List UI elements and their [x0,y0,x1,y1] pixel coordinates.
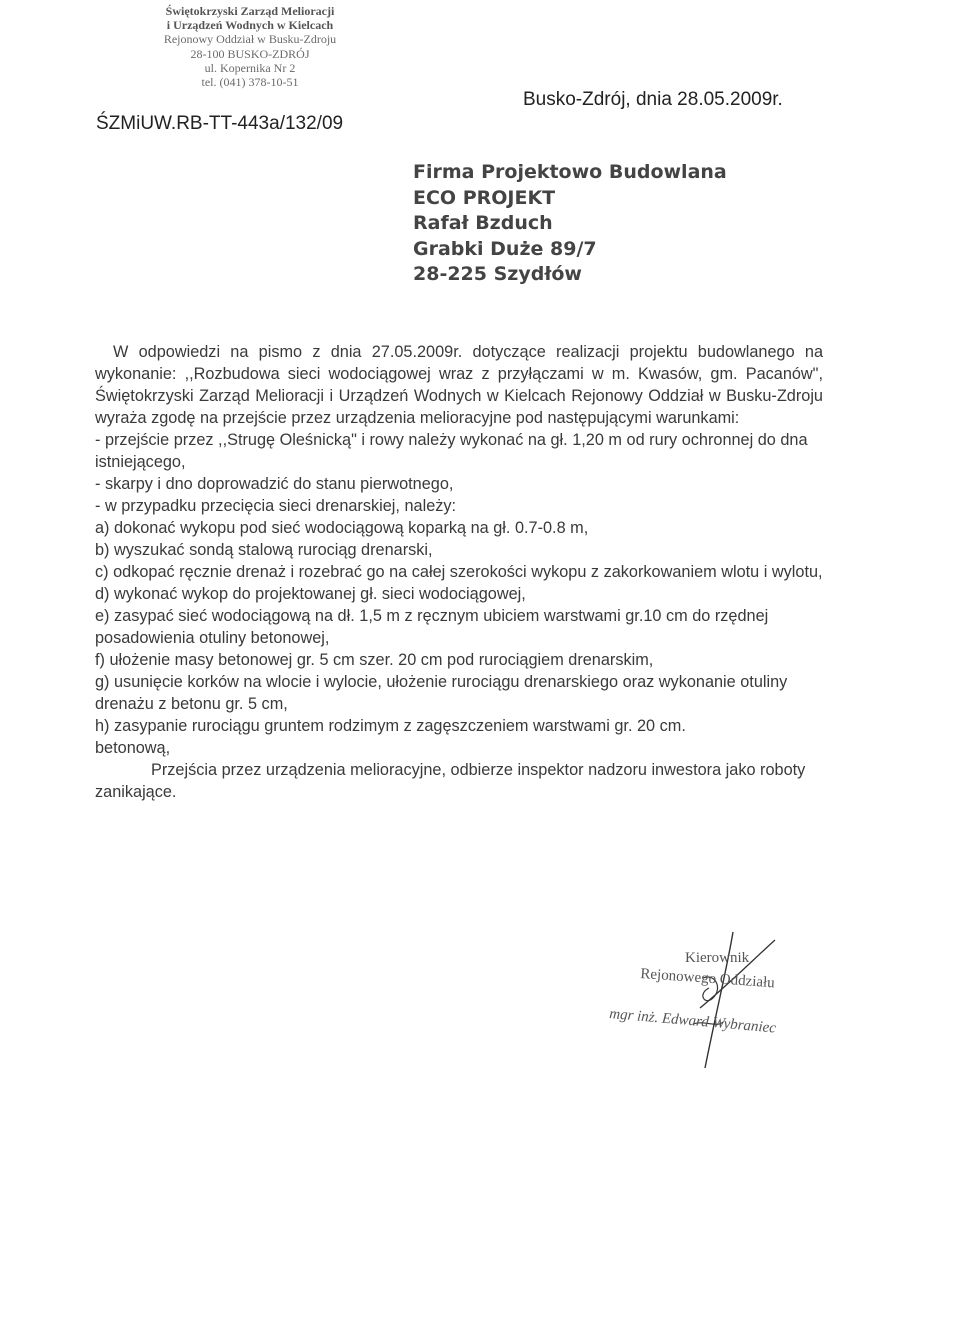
addressee-line: Grabki Duże 89/7 [413,237,597,260]
stamp-line: ul. Kopernika Nr 2 [204,60,296,75]
addressee-block [413,160,727,288]
reference-number: ŚZMiUW.RB-TT-443a/132/09 [96,113,344,134]
closing-paragraph: Przejścia przez urządzenia melioracyjne, odbierze inspektor nadzoru inwestora jako roboty zanikające. [95,761,806,801]
condition-item: d) wykonać wykop do projektowanej gł. sieci wodociągowej, [95,585,526,603]
condition-item: b) wyszukać sondą stalową rurociąg drenarski, [95,541,433,559]
condition-item: g) usunięcie korków na wlocie i wylocie, ułożenie rurociągu drenarskiego oraz wykonanie otuliny drenażu z betonu gr. 5 cm, [95,673,788,713]
condition-item: a) dokonać wykopu pod sieć wodociągową koparką na gł. 0.7-0.8 m, [95,519,589,537]
stamp-line: 28-100 BUSKO-ZDRÓJ [190,46,310,61]
letter-body [95,341,823,803]
sender-stamp [130,4,370,89]
addressee-line: ECO PROJEKT [413,186,556,209]
place-and-date: Busko-Zdrój, dnia 28.05.2009r. [523,89,783,110]
condition-item: c) odkopać ręcznie drenaż i rozebrać go na całej szerokości wykopu z zakorkowaniem wlotu i wylotu, [95,563,823,581]
addressee-line: 28-225 Szydłów [413,263,582,285]
stamp-line: Świętokrzyski Zarząd Melioracji [165,4,335,18]
addressee-line: Firma Projektowo Budowlana [413,161,727,183]
addressee-line: Rafał Bzduch [413,212,553,234]
condition-item: e) zasypać sieć wodociągową na dł. 1,5 m z ręcznym ubiciem warstwami gr.10 cm do rzędnej posadowienia otuliny betonowej, [95,607,769,647]
condition-item: - przejście przez ,,Strugę Oleśnicką" i rowy należy wykonać na gł. 1,20 m od rury ochronnej do dna istniejącego, [95,431,808,471]
condition-item: - skarpy i dno doprowadzić do stanu pierwotnego, [95,475,454,493]
signatory-unit: Rejonowego Oddziału [639,966,776,992]
stamp-line: tel. (041) 378-10-51 [201,75,299,90]
stamp-line: Rejonowy Oddział w Busku-Zdroju [163,32,337,47]
intro-paragraph: W odpowiedzi na pismo z dnia 27.05.2009r. dotyczące realizacji projektu budowlanego na wykonanie: ,,Rozbudowa sieci wodociągowej wraz z przyłączami w m. Kwasów, gm. Pacanów", Świętokrzyski Zarząd Melioracji i Urządzeń Wodnych w Kielcach Rejonowy Oddział w Busku-Zdroju wyraża zgodę na przejście przez urządzenia melioracyjne pod następującymi warunkami: [95,343,823,427]
stray-fragment: betonową, [95,739,171,757]
condition-item: h) zasypanie rurociągu gruntem rodzimym z zagęszczeniem warstwami gr. 20 cm. [95,717,686,735]
condition-item: - w przypadku przecięcia sieci drenarskiej, należy: [95,497,457,515]
signatory-title: Kierownik [685,950,750,966]
stamp-line: i Urządzeń Wodnych w Kielcach [166,18,334,33]
condition-item: f) ułożenie masy betonowej gr. 5 cm szer. 20 cm pod rurociągiem drenarskim, [95,651,654,669]
signature-stamp [605,928,835,1078]
signatory-name: mgr inż. Edward Wybraniec [608,1006,777,1037]
